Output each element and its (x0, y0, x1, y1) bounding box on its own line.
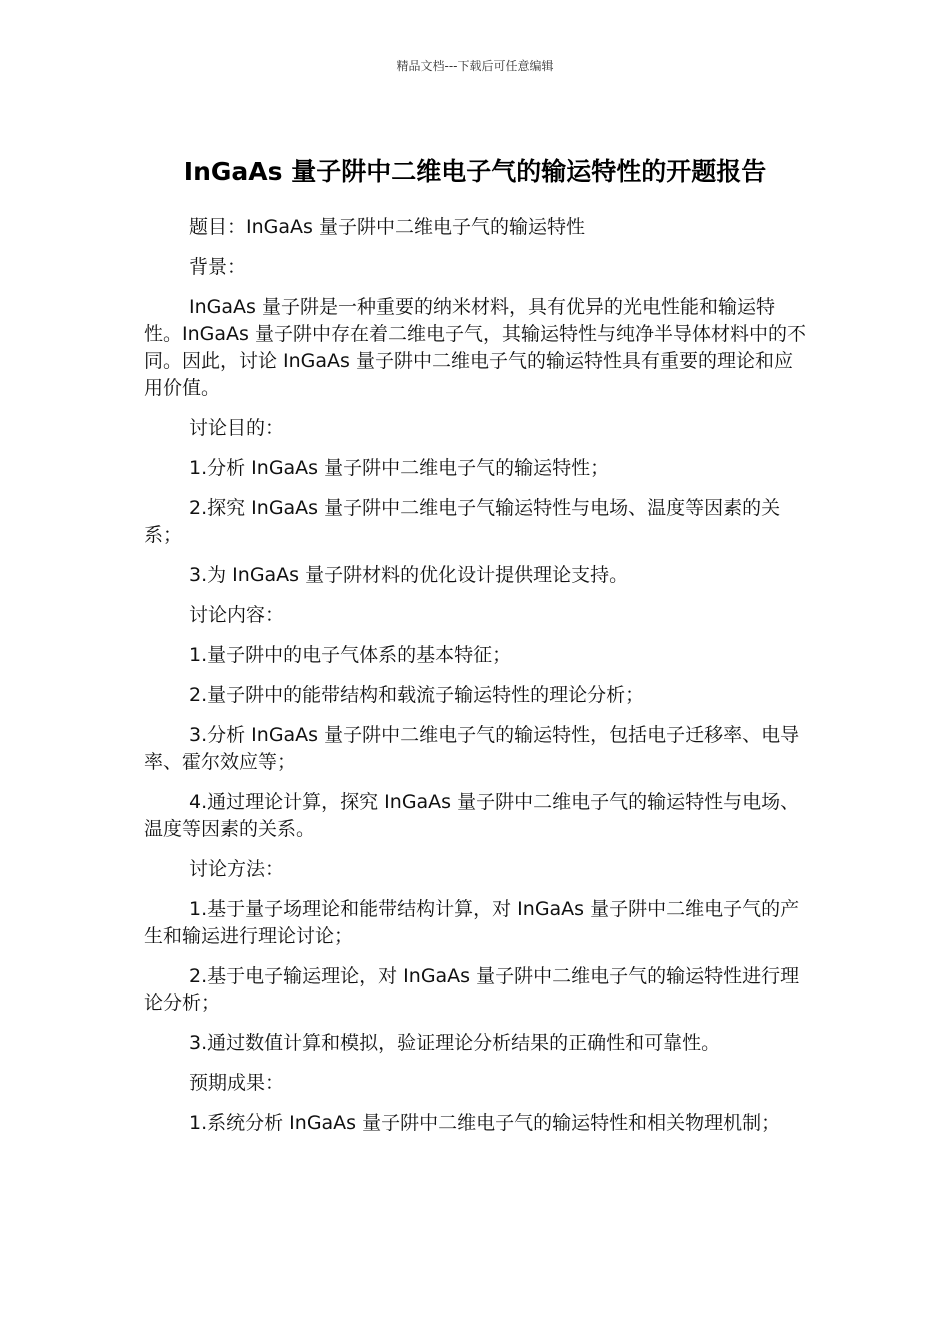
paragraph-background: InGaAs 量子阱是一种重要的纳米材料，具有优异的光电性能和输运特性。InGaAs 量子阱中存在着二维电子气，其输运特性与纯净半导体材料中的不同。因此，讨论 InGaAs 量子阱中二维电子气的输运特性具有重要的理论和应用价值。 (144, 296, 806, 399)
list-item-method-2: 2.基于电子输运理论，对 InGaAs 量子阱中二维电子气的输运特性进行理论分析； (144, 965, 800, 1014)
list-item-goal-1: 1.分析 InGaAs 量子阱中二维电子气的输运特性； (189, 457, 610, 479)
list-item-method-3: 3.通过数值计算和模拟，验证理论分析结果的正确性和可靠性。 (189, 1032, 721, 1054)
list-item-content-3: 3.分析 InGaAs 量子阱中二维电子气的输运特性，包括电子迁移率、电导率、霍尔效应等； (144, 724, 800, 773)
heading-research-content: 讨论内容： (189, 604, 285, 626)
list-item-goal-3: 3.为 InGaAs 量子阱材料的优化设计提供理论支持。 (189, 564, 629, 586)
document-body (144, 214, 810, 1150)
heading-expected-results: 预期成果： (189, 1072, 285, 1094)
list-item-content-1: 1.量子阱中的电子气体系的基本特征； (189, 644, 512, 666)
document-title: InGaAs 量子阱中二维电子气的输运特性的开题报告 (183, 156, 767, 186)
list-item-goal-2: 2.探究 InGaAs 量子阱中二维电子气输运特性与电场、温度等因素的关系； (144, 497, 781, 546)
heading-research-methods: 讨论方法： (189, 858, 285, 880)
list-item-content-2: 2.量子阱中的能带结构和载流子输运特性的理论分析； (189, 684, 645, 706)
paragraph-topic: 题目：InGaAs 量子阱中二维电子气的输运特性 (189, 216, 585, 238)
list-item-result-1: 1.系统分析 InGaAs 量子阱中二维电子气的输运特性和相关物理机制； (189, 1112, 781, 1134)
list-item-method-1: 1.基于量子场理论和能带结构计算，对 InGaAs 量子阱中二维电子气的产生和输运进行理论讨论； (144, 898, 800, 947)
heading-background: 背景： (189, 256, 247, 278)
page-header-watermark: 精品文档---下载后可任意编辑 (396, 59, 554, 73)
list-item-content-4: 4.通过理论计算，探究 InGaAs 量子阱中二维电子气的输运特性与电场、温度等因素的关系。 (144, 791, 800, 840)
heading-research-goals: 讨论目的： (189, 417, 285, 439)
